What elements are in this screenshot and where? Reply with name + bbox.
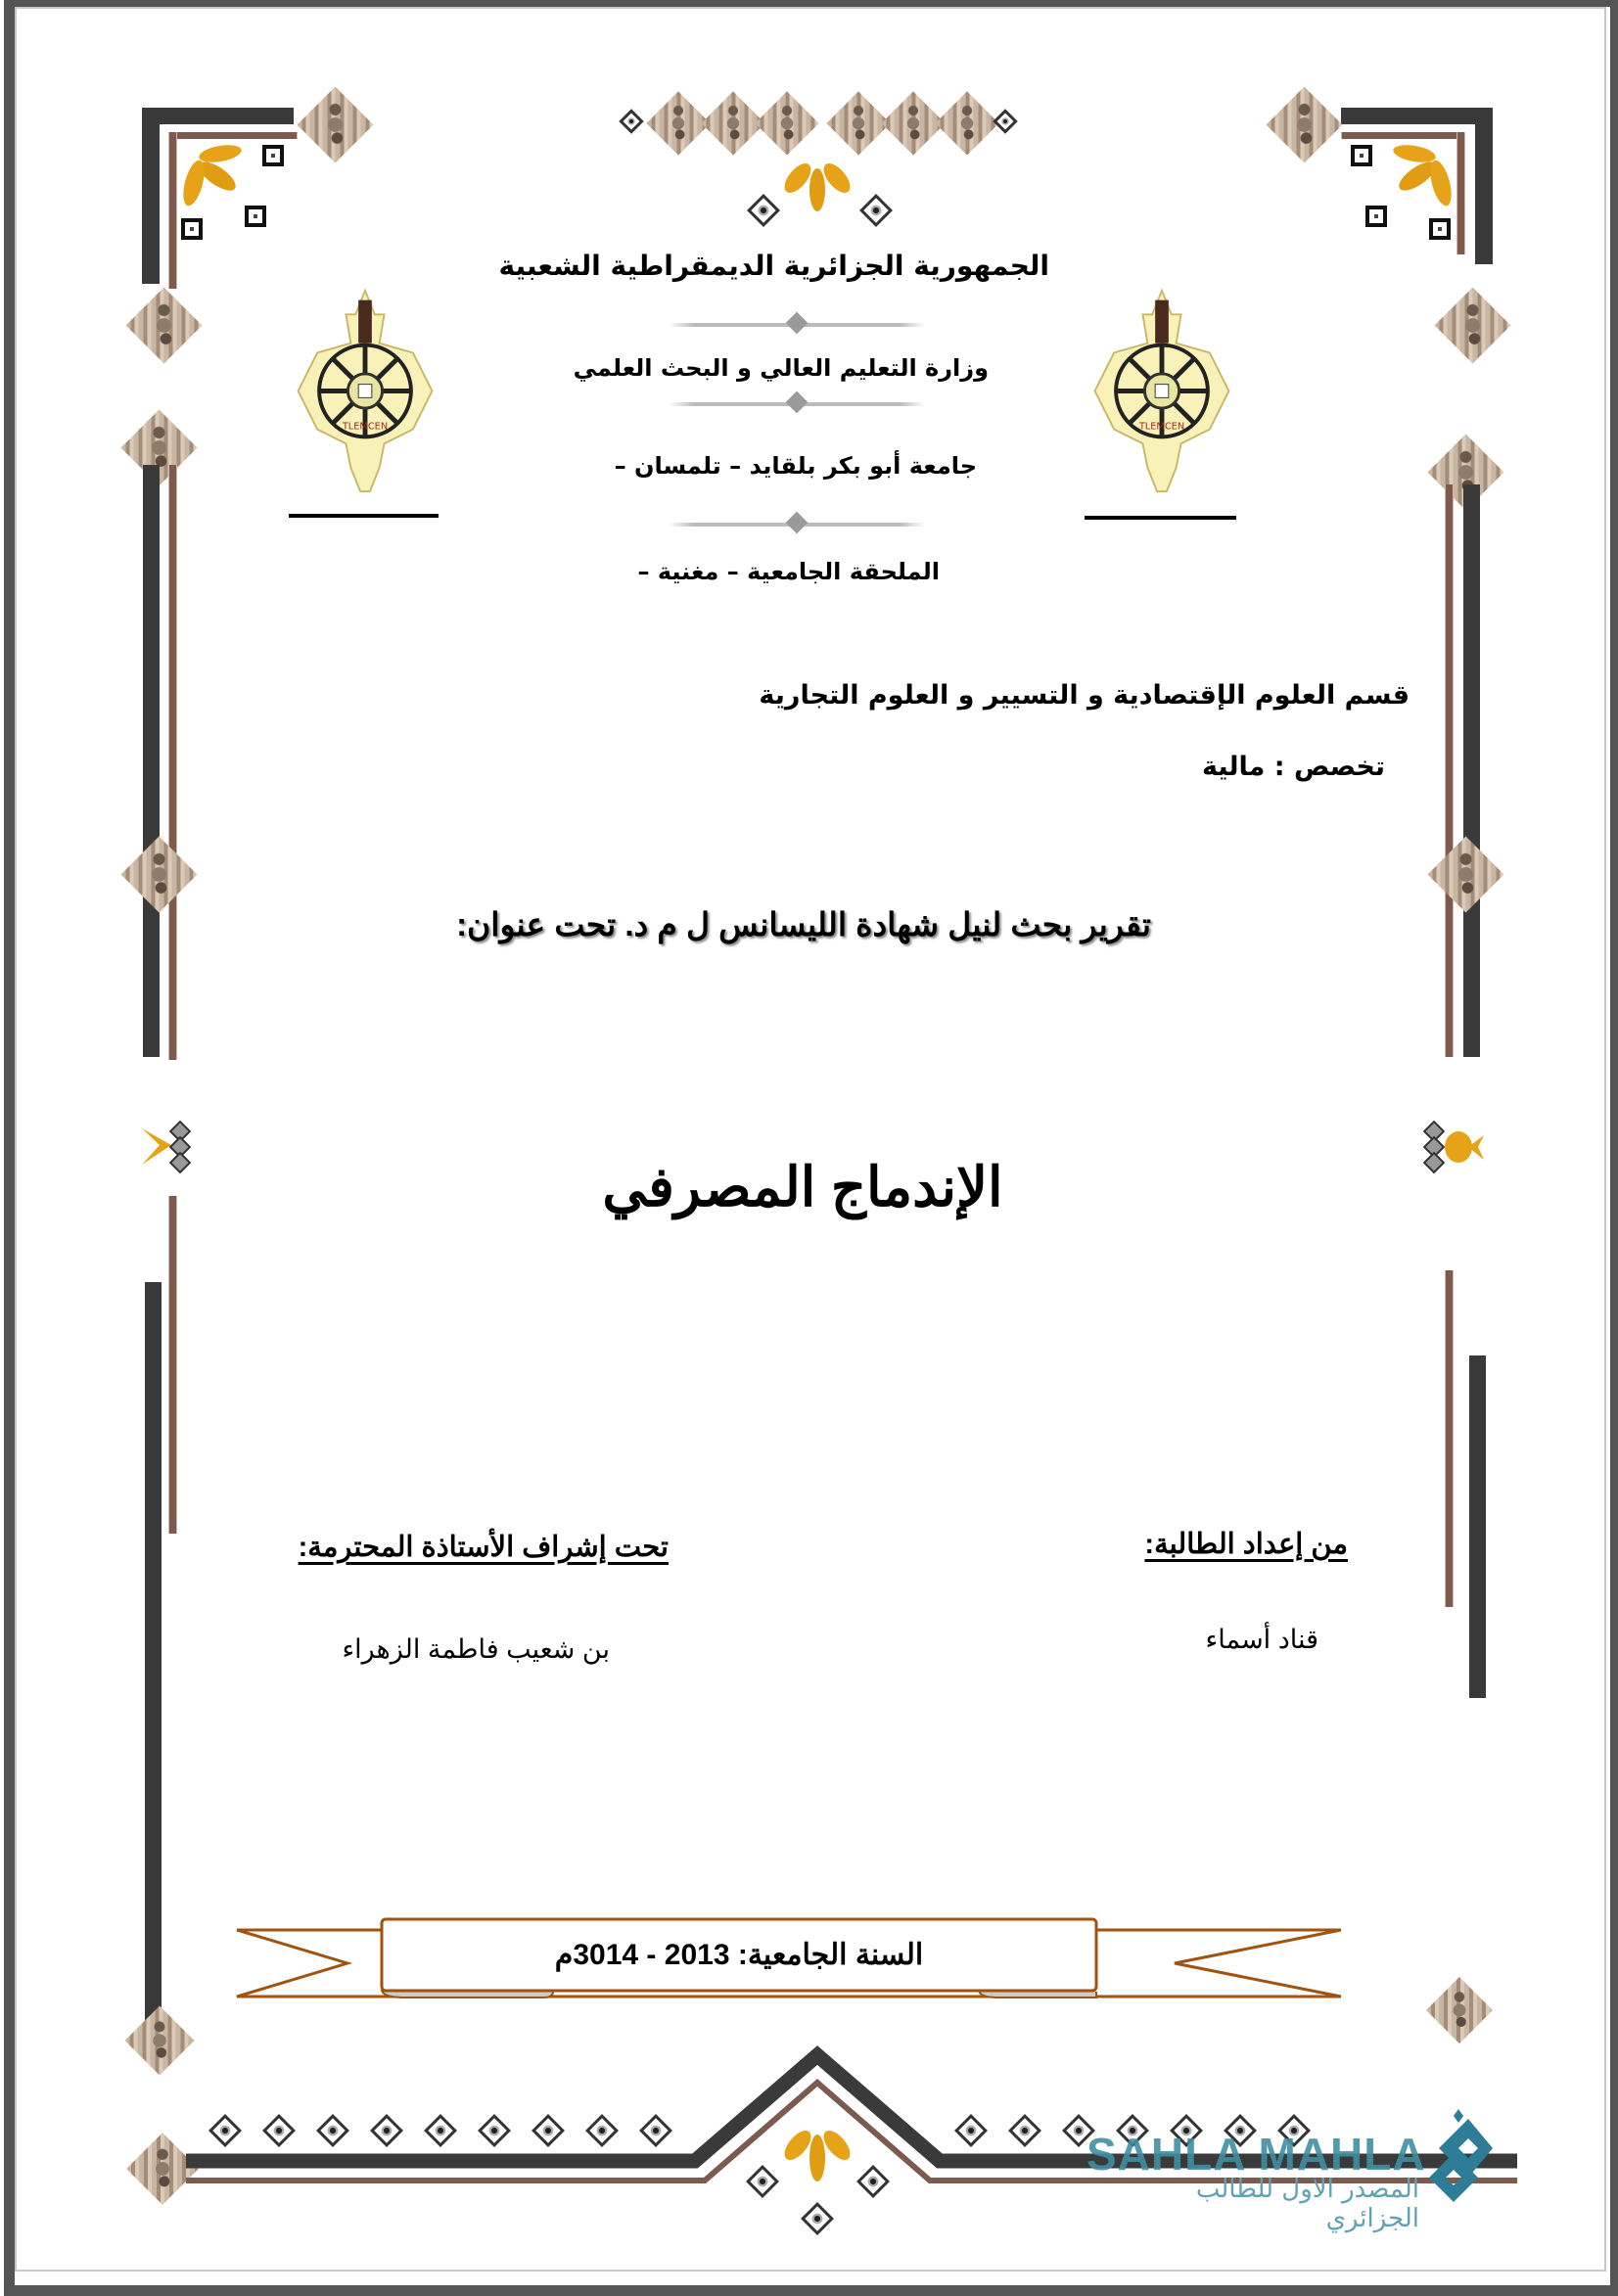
gold-drops-icon xyxy=(773,159,861,217)
watermark-logo-icon xyxy=(1424,2104,1498,2207)
gold-drops-icon xyxy=(1380,142,1458,210)
corner-bar xyxy=(142,108,294,124)
academic-year: السنة الجامعية: 2013 - 3014م xyxy=(554,1939,924,1971)
separator xyxy=(669,402,925,406)
logo-underline xyxy=(289,514,439,518)
student-label: من إعداد الطالبة: xyxy=(1144,1529,1348,1560)
separator xyxy=(669,523,925,527)
supervisor-name: بن شعيب فاطمة الزهراء xyxy=(342,1634,610,1664)
side-bar xyxy=(1445,484,1454,1057)
annex-heading: الملحقة الجامعية – مغنية – xyxy=(637,558,940,585)
square-ornament-icon xyxy=(1429,218,1451,240)
logo-underline xyxy=(1085,516,1236,520)
side-bar xyxy=(168,465,177,1060)
watermark-brand: SAHLA MAHLA xyxy=(1086,2129,1426,2180)
square-ornament-icon xyxy=(1365,206,1387,227)
svg-text:TLEMCEN: TLEMCEN xyxy=(1138,421,1185,433)
report-title: الإندماج المصرفي xyxy=(602,1156,1003,1217)
university-emblem-icon xyxy=(1088,286,1235,496)
side-bar xyxy=(168,1196,177,1534)
watermark-tagline: المصدر الاول للطالب الجزائري xyxy=(1195,2175,1419,2233)
side-bar xyxy=(145,1282,162,2036)
gold-drops-icon xyxy=(176,142,254,210)
specialty: تخصص : مالية xyxy=(1201,752,1385,782)
university-emblem-icon xyxy=(292,286,439,496)
corner-bar xyxy=(1341,108,1493,124)
gold-drops-icon xyxy=(773,2124,861,2187)
student-name: قناد أسماء xyxy=(1205,1625,1318,1654)
side-ornament-icon xyxy=(142,1121,201,1170)
university-heading: جامعة أبو بكر بلقايد – تلمسان – xyxy=(614,452,977,480)
corner-bar xyxy=(1475,108,1493,264)
ministry-heading: وزارة التعليم العالي و البحث العلمي xyxy=(573,354,989,382)
side-bar xyxy=(1463,484,1480,1057)
supervisor-label: تحت إشراف الأستاذة المحترمة: xyxy=(298,1532,669,1563)
side-ornament-icon xyxy=(1419,1121,1488,1174)
side-bar xyxy=(143,465,160,1057)
corner-bar xyxy=(168,132,298,139)
side-bar xyxy=(1469,1355,1486,1698)
report-subtitle: تقرير بحث لنيل شهادة الليسانس ل م د. تحت عنوان: xyxy=(456,906,1151,942)
department-name: قسم العلوم الإقتصادية و التسيير و العلوم التجارية xyxy=(759,680,1410,711)
corner-bar xyxy=(1341,132,1465,139)
square-ornament-icon xyxy=(1351,145,1372,166)
square-ornament-icon xyxy=(245,206,266,227)
corner-bar xyxy=(142,108,160,284)
square-ornament-icon xyxy=(262,145,284,166)
square-ornament-icon xyxy=(181,218,203,240)
side-bar xyxy=(1445,1270,1454,1607)
separator xyxy=(669,323,925,327)
bottom-diamond-row-left xyxy=(213,2119,683,2148)
svg-text:TLEMCEN: TLEMCEN xyxy=(342,421,389,433)
republic-heading: الجمهورية الجزائرية الديمقراطية الشعبية xyxy=(498,250,1049,282)
watermark xyxy=(1077,2104,1547,2233)
